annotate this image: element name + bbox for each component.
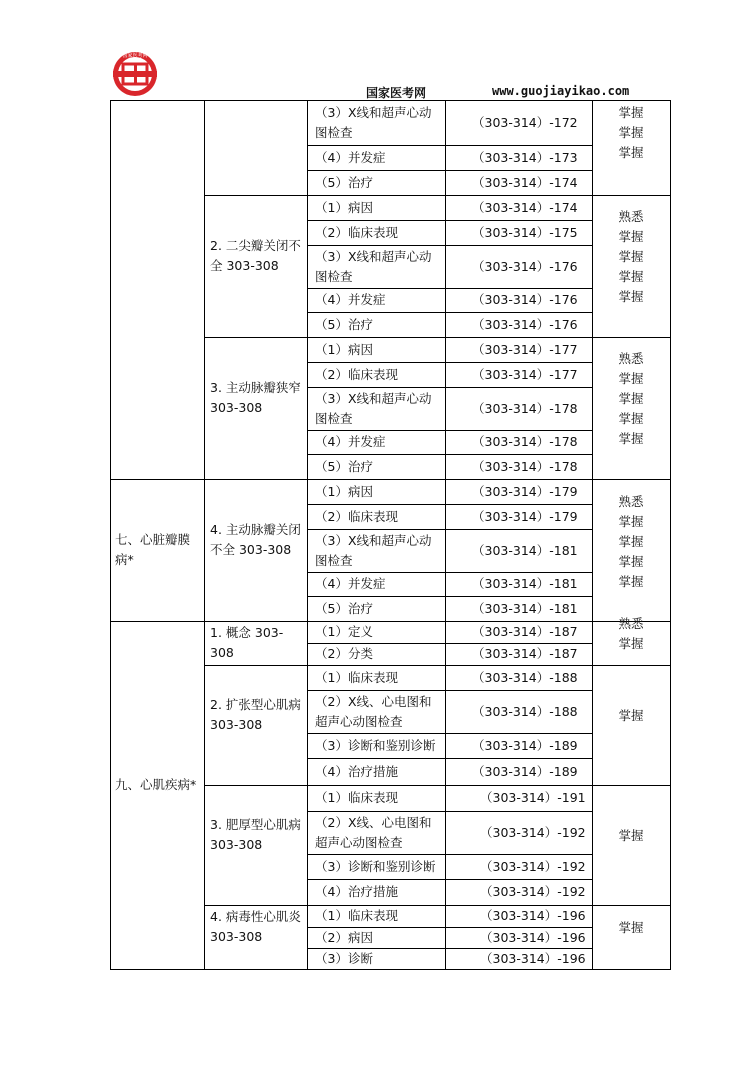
level-label: 掌握	[618, 145, 644, 160]
row-divider	[307, 362, 592, 363]
code-label: （303-314）-176	[472, 292, 578, 307]
topic-divider	[204, 337, 307, 338]
code-label: （303-314）-196	[480, 908, 586, 923]
item-label: （5）治疗	[315, 316, 373, 332]
item-label: （2）分类	[315, 646, 373, 661]
row-divider	[307, 572, 592, 573]
item-label: （4）并发症	[315, 434, 386, 449]
topic-divider	[204, 479, 307, 480]
item-label: （2）临床表现	[315, 366, 398, 382]
level-label: 掌握	[618, 920, 644, 935]
item-label: （5）治疗	[315, 600, 373, 616]
code-label: （303-314）-181	[472, 576, 578, 591]
code-label: （303-314）-181	[472, 542, 578, 558]
item-label: （4）并发症	[315, 576, 386, 591]
table-top	[110, 100, 670, 101]
site-name: 国家医考网	[366, 86, 427, 100]
topic-title: 2. 扩张型心肌病 303-308	[210, 697, 301, 732]
item-label: （1）病因	[315, 341, 373, 357]
code-label: （303-314）-173	[472, 149, 578, 165]
code-label: （303-314）-191	[480, 790, 586, 805]
level-divider	[592, 905, 670, 906]
code-label: （303-314）-196	[480, 950, 586, 966]
column-divider	[204, 100, 205, 970]
item-label: （3）诊断和鉴别诊断	[315, 858, 436, 874]
item-label: （3）诊断	[315, 950, 373, 966]
item-label: （1）临床表现	[315, 908, 398, 923]
level-label: 掌握	[618, 125, 644, 140]
section-title: 七、心脏瓣膜病*	[115, 532, 191, 567]
code-label: （303-314）-192	[480, 858, 586, 874]
level-label: 熟悉	[618, 494, 644, 509]
topic-title: 2. 二尖瓣关闭不全 303-308	[210, 238, 301, 273]
code-label: （303-314）-174	[472, 199, 578, 215]
row-divider	[307, 145, 592, 146]
level-divider	[592, 665, 670, 666]
row-divider	[307, 733, 592, 734]
code-label: （303-314）-172	[472, 114, 578, 130]
row-divider	[307, 195, 592, 196]
logo	[110, 50, 160, 98]
code-label: （303-314）-188	[472, 703, 578, 719]
code-label: （303-314）-175	[472, 224, 578, 240]
topic-title: 3. 肥厚型心肌病 303-308	[210, 817, 301, 852]
row-divider	[307, 969, 592, 970]
level-label: 熟悉	[618, 209, 644, 224]
item-label: （3）X线和超声心动图检查	[315, 104, 432, 140]
item-label: （2）临床表现	[315, 224, 398, 240]
row-divider	[307, 879, 592, 880]
row-divider	[307, 170, 592, 171]
level-label: 掌握	[618, 289, 644, 304]
level-label: 掌握	[618, 229, 644, 244]
item-label: （5）治疗	[315, 174, 373, 190]
topic-divider	[204, 969, 307, 970]
row-divider	[307, 312, 592, 313]
row-divider	[307, 454, 592, 455]
item-label: （5）治疗	[315, 458, 373, 474]
code-label: （303-314）-192	[480, 824, 586, 840]
code-label: （303-314）-189	[472, 737, 578, 753]
level-divider	[592, 785, 670, 786]
code-label: （303-314）-179	[472, 483, 578, 499]
logo-text: 国家医考网	[122, 53, 148, 59]
row-divider	[307, 220, 592, 221]
code-label: （303-314）-192	[480, 884, 586, 899]
item-label: （2）临床表现	[315, 508, 398, 524]
row-divider	[307, 430, 592, 431]
code-label: （303-314）-187	[472, 646, 578, 661]
table-border	[670, 100, 671, 970]
section-divider	[110, 479, 204, 480]
code-label: （303-314）-176	[472, 316, 578, 332]
level-label: 掌握	[618, 708, 644, 723]
row-divider	[307, 596, 592, 597]
row-divider	[307, 785, 592, 786]
item-label: （3）X线和超声心动图检查	[315, 390, 432, 426]
item-label: （4）并发症	[315, 149, 386, 165]
level-label: 掌握	[618, 534, 644, 549]
level-label: 掌握	[618, 411, 644, 426]
level-label: 掌握	[618, 371, 644, 386]
row-divider	[307, 288, 592, 289]
code-label: （303-314）-179	[472, 508, 578, 524]
topic-divider	[204, 621, 307, 622]
code-label: （303-314）-181	[472, 600, 578, 616]
item-label: （1）病因	[315, 199, 373, 215]
row-divider	[307, 504, 592, 505]
code-label: （303-314）-177	[472, 341, 578, 357]
level-label: 熟悉	[618, 351, 644, 366]
topic-title: 3. 主动脉瓣狭窄 303-308	[210, 380, 301, 415]
code-label: （303-314）-178	[472, 458, 578, 474]
level-label: 掌握	[618, 636, 644, 651]
code-label: （303-314）-187	[472, 624, 578, 639]
item-label: （1）临床表现	[315, 790, 398, 805]
code-label: （303-314）-178	[472, 400, 578, 416]
row-divider	[307, 758, 592, 759]
code-label: （303-314）-188	[472, 669, 578, 685]
level-label: 掌握	[618, 431, 644, 446]
column-divider	[307, 100, 308, 970]
item-label: （2）X线、心电图和超声心动图检查	[315, 814, 432, 850]
code-label: （303-314）-189	[472, 763, 578, 779]
item-label: （4）并发症	[315, 292, 386, 307]
item-label: （3）诊断和鉴别诊断	[315, 737, 436, 753]
topic-title: 4. 主动脉瓣关闭不全 303-308	[210, 522, 301, 557]
table-border	[110, 100, 111, 970]
level-label: 掌握	[618, 105, 644, 120]
topic-divider	[204, 195, 307, 196]
code-label: （303-314）-176	[472, 258, 578, 274]
item-label: （1）定义	[315, 624, 373, 639]
level-label: 掌握	[618, 391, 644, 406]
column-divider	[445, 100, 446, 970]
row-divider	[307, 665, 592, 666]
row-divider	[307, 479, 592, 480]
code-label: （303-314）-196	[480, 929, 586, 945]
item-label: （2）病因	[315, 929, 373, 945]
level-label: 掌握	[618, 514, 644, 529]
level-divider	[592, 337, 670, 338]
topic-divider	[204, 785, 307, 786]
site-url: www.guojiayikao.com	[492, 84, 630, 98]
level-divider	[592, 969, 670, 970]
level-label: 掌握	[618, 249, 644, 264]
item-label: （4）治疗措施	[315, 763, 398, 779]
level-label: 熟悉	[618, 616, 644, 631]
topic-divider	[204, 665, 307, 666]
level-divider	[592, 479, 670, 480]
topic-title: 4. 病毒性心肌炎 303-308	[210, 909, 301, 944]
section-divider	[110, 969, 204, 970]
row-divider	[307, 854, 592, 855]
topic-divider	[204, 905, 307, 906]
item-label: （3）X线和超声心动图检查	[315, 248, 432, 284]
section-divider	[110, 621, 204, 622]
item-label: （4）治疗措施	[315, 884, 398, 899]
level-label: 掌握	[618, 554, 644, 569]
row-divider	[307, 337, 592, 338]
code-label: （303-314）-174	[472, 174, 578, 190]
level-divider	[592, 195, 670, 196]
level-label: 掌握	[618, 269, 644, 284]
code-label: （303-314）-178	[472, 434, 578, 449]
item-label: （1）病因	[315, 483, 373, 499]
item-label: （1）临床表现	[315, 669, 398, 685]
item-label: （2）X线、心电图和超声心动图检查	[315, 693, 432, 729]
level-label: 掌握	[618, 574, 644, 589]
level-label: 掌握	[618, 828, 644, 843]
topic-title: 1. 概念 303-308	[210, 625, 284, 660]
code-label: （303-314）-177	[472, 366, 578, 382]
section-title: 九、心肌疾病*	[115, 777, 197, 792]
item-label: （3）X线和超声心动图检查	[315, 532, 432, 568]
